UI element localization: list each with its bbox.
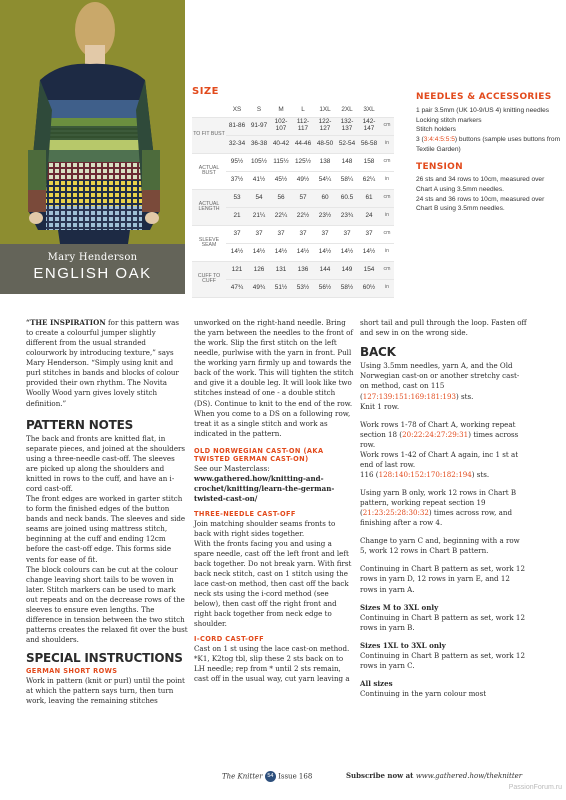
three-needle-p2: With the fronts facing you and using a spare needle, cast off the left front and left back together. Do not break yarn. With first back neck stitch, cast on 1 stitch using the lace cast-on method, then cast off the back neck sts using the i-cord method (see below), then cast off the right front and right back together from neck edge to shoulder. [194,538,352,629]
size-cell: 58½ [336,279,358,297]
size-header-m: M [270,103,292,117]
size-row-unit: cm [380,117,394,135]
back-yarn-c: Change to yarn C and, beginning with a row 5, work 12 rows in Chart B pattern. [360,536,520,556]
size-cell: 62¼ [358,171,380,189]
size-cell: 14½ [248,243,270,261]
size-cell: 149 [336,261,358,279]
size-row-unit: in [380,207,394,225]
size-cell: 61 [358,189,380,207]
size-cell: 37 [336,225,358,243]
back-chart-a-sizes: 20:22:24:27:29:31 [402,429,469,439]
back-chart-a [360,420,528,450]
text-column-2 [194,318,354,684]
german-short-rows-heading: GERMAN SHORT ROWS [26,667,118,676]
size-cell: 56 [270,189,292,207]
size-cell: 41½ [248,171,270,189]
back-chart-b-pre: Using yarn B only, work 12 rows in Chart B pattern, working repeat section 19 ( [360,488,517,518]
back-cast-on-text: Using 3.5mm needles, yarn A, and the Old Norwegian cast-on or another stretchy cast-on method, cast on [360,361,520,391]
size-cell: 37 [292,225,314,243]
back-chart-a-again: Work rows 1-42 of Chart A again, inc 1 st at end of last row. [360,449,519,469]
size-cell: 37 [358,225,380,243]
size-row-label: ACTUAL BUST [192,153,226,189]
size-cell: 121 [226,261,248,279]
size-row [192,153,394,171]
designer-banner [0,244,185,294]
all-sizes-heading: All sizes [360,678,393,688]
size-row-label: SLEEVE SEAM [192,225,226,261]
notes-paragraph-1: The back and fronts are knitted flat, in separate pieces, and joined at the shoulders using a three-needle cast-off. The sleeves are picked up along the shoulders and knitted in rows to the cuff, and have an i-cord cast-off. [26,433,186,494]
size-cell: 115½ [270,153,292,171]
size-cell: 37 [314,225,336,243]
size-row-unit: in [380,171,394,189]
size-cell: 32-34 [226,135,248,153]
back-heading: BACK [360,345,396,360]
size-cell: 48-50 [314,135,336,153]
size-cell: 14½ [292,243,314,261]
size-cell: 37 [226,225,248,243]
size-cell: 148 [336,153,358,171]
size-cell: 23¾ [336,207,358,225]
buttons-pre: 3 ( [416,135,424,143]
size-cell: 37½ [226,171,248,189]
size-row-unit: cm [380,189,394,207]
german-short-rows-text: Work in pattern (knit or purl) until the point at which the pattern says turn, then turn work, leaving the remaining stitches [26,675,185,705]
inspiration-lead: “THE INSPIRATION [26,318,106,327]
back-chart-b [360,488,528,528]
sizes-m-3xl-heading: Sizes M to 3XL only [360,602,439,612]
designer-name: Mary Henderson [47,252,138,263]
size-header-s: S [248,103,270,117]
tension-line-1: 26 sts and 34 rows to 10cm, measured over Chart A using 3.5mm needles. [416,176,545,193]
size-row [192,189,394,207]
size-cell: 24 [358,207,380,225]
size-cell: 122-127 [314,117,336,135]
back-stitch-count-sizes: 128:140:152:170:182:194 [378,469,472,479]
size-cell: 144 [314,261,336,279]
size-cell: 154 [358,261,380,279]
size-cell: 14½ [270,243,292,261]
size-cell: 14½ [314,243,336,261]
sizes-m-3xl-text: Continuing in Chart B pattern as set, work 12 rows in yarn B. [360,612,525,632]
back-stitch-count-post: ) sts. [471,469,490,479]
size-cell: 14½ [336,243,358,261]
size-cell: 45½ [270,171,292,189]
size-header-1xl: 1XL [314,103,336,117]
size-row-unit: cm [380,153,394,171]
size-cell: 138 [314,153,336,171]
icord-continued: short tail and pull through the loop. Fasten off and sew in on the wrong side. [360,318,527,338]
size-cell: 142-147 [358,117,380,135]
size-header-row [192,103,394,117]
size-header-l: L [292,103,314,117]
size-cell: 60½ [358,279,380,297]
size-header-blank [192,103,226,117]
back-cast-on-post: ) sts. [455,391,474,401]
back-yarn-d-e-a: Continuing in Chart B pattern as set, work 12 rows in yarn D, 12 rows in yarn E, and 12 rows in yarn A. [360,564,525,594]
size-cell: 51½ [270,279,292,297]
size-cell: 49¾ [248,279,270,297]
size-cell: 54 [248,189,270,207]
size-row-label: CUFF TO CUFF [192,261,226,297]
size-cell: 60.5 [336,189,358,207]
footer-left [222,771,312,782]
gsr-continued: unworked on the right-hand needle. Bring the yarn between the needles to the front of the work. Slip the first stitch on the left needle, purlwise with the yarn in front. Pull the working yarn firmly up and towards the back of the work. This will tighten the stitch and give it a double leg. It will look like two stitches instead of one - a double stitch (DS). Continue to knit to the end of the row. [194,318,354,408]
sizes-1xl-3xl-text: Continuing in Chart B pattern as set, work 12 rows in yarn C. [360,650,525,670]
back-stitch-count [360,470,528,480]
size-cell: 21¼ [248,207,270,225]
size-cell: 23½ [314,207,336,225]
size-cell: 95½ [226,153,248,171]
size-row-label: TO FIT BUST [192,117,226,153]
inspiration-text: for this pattern was to create a colourful jumper slightly different from the usual stranded colourwork by introducing texture,” says Mary Henderson. “Simply using knit and purl stitches in bands and blocks of colour provided their own rhythm. The Novita Woolly Wood yarn gives lovely stitch definition.” [26,318,180,408]
size-row-unit: cm [380,225,394,243]
back-cast-on [360,361,528,401]
notes-paragraph-2: The front edges are worked in garter stitch to form the finished edges of the button bands and neck bands. The sleeves and side seams are joined using mattress stitch, beginning at the cuff and ending 12cm before the cast-off edge. This forms side vents for ease of fit. [26,494,186,564]
size-row-unit: cm [380,261,394,279]
needles-buttons [416,135,561,154]
size-header-xs: XS [226,103,248,117]
size-cell: 14½ [358,243,380,261]
size-cell: 60 [314,189,336,207]
page-number: 54 [265,771,276,782]
size-cell: 21 [226,207,248,225]
size-cell: 126 [248,261,270,279]
size-cell: 37 [248,225,270,243]
gsr-ds-note: When you come to a DS on a following row, treat it as a single stitch and work as indicated in the pattern. [194,408,351,438]
size-cell: 81-86 [226,117,248,135]
masterclass-url: www.gathered.how/knitting-and-crochet/knitting/learn-the-german-twisted-cast-on/ [194,473,335,504]
icord-text: Cast on 1 st using the lace cast-on method. *K1, K2tog tbl, slip these 2 sts back on to LH needle; rep from * until 2 sts remain, cast off in the usual way, cut yarn leaving a [194,643,350,684]
size-header-3xl: 3XL [358,103,380,117]
size-cell: 91-97 [248,117,270,135]
footer-magazine: The Knitter [222,772,263,781]
notes-paragraph-3: The block colours can be cut at the colour change leaving short tails to be woven in later. Stitch markers can be used to mark out repeats and on the decrease rows of the sleeves to ensure even lengths. The difference in tension between the two stitch patterns creates the relaxed fit over the bust and shoulders. [26,564,188,644]
size-cell: 22¼ [270,207,292,225]
size-heading: SIZE [192,86,220,97]
size-cell: 47¾ [226,279,248,297]
size-cell: 53 [226,189,248,207]
size-cell: 37 [270,225,292,243]
old-norwegian-heading: OLD NORWEGIAN CAST-ON (AKA TWISTED GERMAN CAST-ON) [194,446,324,464]
size-cell: 136 [292,261,314,279]
size-cell: 36-38 [248,135,270,153]
tension-heading: TENSION [416,162,463,173]
size-header-2xl: 2XL [336,103,358,117]
back-chart-b-post: ) times across row, and finishing after a row 4. [360,508,512,528]
masterclass-label: See our Masterclass: [194,463,270,473]
watermark: PassionForum.ru [508,784,562,791]
size-cell: 125½ [292,153,314,171]
back-knit-row: Knit 1 row. [360,401,400,411]
size-cell: 56½ [314,279,336,297]
size-row-label: ACTUAL LENGTH [192,189,226,225]
size-cell: 132-137 [336,117,358,135]
back-chart-a-post: ) times across row. [360,429,519,449]
back-chart-b-sizes: 21:23:25:28:30:32 [362,508,429,518]
needles-line-1: 1 pair 3.5mm (UK 10-9/US 4) knitting needles [416,107,550,115]
jumper-photo [0,0,185,294]
materials-column [416,92,561,214]
size-cell: 52-54 [336,135,358,153]
three-needle-p1: Join matching shoulder seams fronts to back with right sides together. [194,518,336,538]
size-cell: 14½ [226,243,248,261]
back-cast-on-count: 115 ( [360,381,445,401]
size-cell: 54¼ [314,171,336,189]
size-cell: 158 [358,153,380,171]
special-instructions-heading: SPECIAL INSTRUCTIONS [26,651,183,666]
size-header-unit [380,103,394,117]
buttons-post: ) buttons (sample uses buttons from Textile Garden) [416,135,561,153]
size-cell: 56-58 [358,135,380,153]
needles-line-3: Stitch holders [416,126,456,134]
size-cell: 53½ [292,279,314,297]
back-stitch-count-pre: 116 ( [360,469,379,479]
size-cell: 57 [292,189,314,207]
size-cell: 105½ [248,153,270,171]
subscribe-label: Subscribe now at [346,771,416,780]
needles-line-2: Locking stitch markers [416,116,482,124]
needles-heading: NEEDLES & ACCESSORIES [416,92,552,102]
size-cell: 22½ [292,207,314,225]
pattern-notes-heading: PATTERN NOTES [26,417,134,432]
size-cell: 44-46 [292,135,314,153]
all-sizes-text: Continuing in the yarn colour most [360,689,487,698]
back-cast-on-sizes: 127:139:151:169:181:193 [362,391,456,401]
size-cell: 131 [270,261,292,279]
size-row [192,225,394,243]
footer-issue: Issue 168 [278,772,313,781]
footer-right [346,771,522,780]
buttons-sizes: 3:4:4:5:5:5 [423,135,455,143]
size-cell: 40-42 [270,135,292,153]
size-table [192,103,394,298]
text-column-1 [26,318,188,706]
size-row-unit: in [380,243,394,261]
size-section [192,86,407,298]
size-row [192,261,394,279]
pattern-title: ENGLISH OAK [33,265,152,282]
size-cell: 112-117 [292,117,314,135]
icord-heading: I-CORD CAST-OFF [194,635,265,644]
size-row-unit: in [380,279,394,297]
inspiration-paragraph [26,318,188,409]
size-cell: 49½ [292,171,314,189]
size-row-unit: in [380,135,394,153]
subscribe-url[interactable]: www.gathered.how/theknitter [415,772,523,780]
size-cell: 102-107 [270,117,292,135]
tension-line-2: 24 sts and 36 rows to 10cm, measured over Chart B using 3.5mm needles. [416,195,545,213]
size-row [192,117,394,135]
three-needle-heading: THREE-NEEDLE CAST-OFF [194,510,296,519]
sizes-1xl-3xl-heading: Sizes 1XL to 3XL only [360,640,446,650]
size-cell: 58¼ [336,171,358,189]
text-column-3 [360,318,528,699]
back-chart-a-pre: Work rows 1-78 of Chart A, working repeat section 18 ( [360,419,516,439]
